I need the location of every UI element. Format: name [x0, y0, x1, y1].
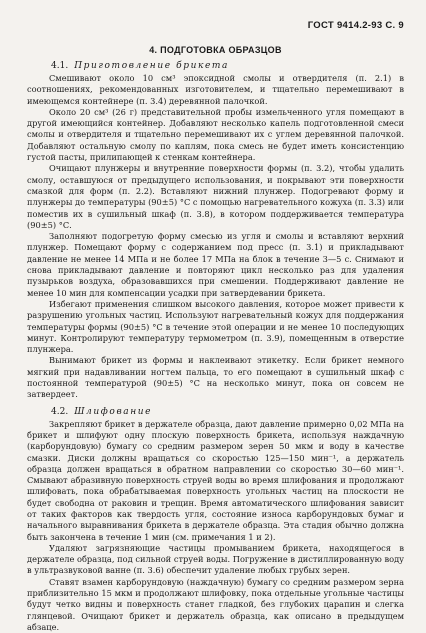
paragraph: Удаляют загрязняющие частицы промыванием брикета, находящегося в держателе образца, под сильной струей воды. Погружение в дистиллированную воду в ультразвуковой ванне (п. 3.6) обеспечит удаление любых грубых зерен. [27, 542, 404, 576]
section-title-text: ПОДГОТОВКА ОБРАЗЦОВ [160, 45, 282, 55]
paragraph: Смешивают около 10 см³ эпоксидной смолы и отвердителя (п. 2.1) в соотношениях, рекомендованных изготовителем, и тщательно перемешивают в имеющемся контейнере (п. 3.4) деревянной палочкой. [27, 73, 404, 106]
section-title [27, 45, 404, 55]
subsection-title: Шлифование [74, 406, 153, 417]
subsection-title: Приготовление брикета [74, 61, 229, 71]
paragraph: Избегают применения слишком высокого давления, которое может привести к разрушению угольных частиц. Используют нагревательный кожух для поддержания температуры формы (90±5) °С в течение этой операции и не менее 10 последующих минут. Контролируют температуру термометром (п. 3.9), помещенным в отверстие плунжера. [27, 298, 404, 355]
paragraph: Заполняют подогретую форму смесью из угля и смолы и вставляют верхний плунжер. Помещают форму с содержанием под пресс (п. 3.1) и прикладывают давление не менее 14 МПа и не более 17 МПа на блок в течение 3—5 с. Снимают и снова прикладывают давление и повторяют цикл несколько раз для удаления пузырьков воздуха, образовавшихся при смешении. Поддерживают давление не менее 10 мин для компенсации усадки при затвердевании брикета. [27, 231, 404, 298]
paragraph: Очищают плунжеры и внутренние поверхности формы (п. 3.2), чтобы удалить смолу, оставшуюся от предыдущего использования, и покрывают эти поверхности смазкой для форм (п. 2.2). Вставляют нижний плунжер. Подогревают форму и плунжеры до температуры (90±5) °С с помощью нагревательного кожуха (п. 3.3) или поместив их в сушильный шкаф (п. 3.8), в котором поддерживается температура (90±5) °С. [27, 163, 404, 230]
paragraph: Вынимают брикет из формы и наклеивают этикетку. Если брикет немного мягкий при надавливании ногтем пальца, то его помещают в сушильный шкаф с постоянной температурой (90±5) °С на несколько минут, пока он совсем не затвердеет. [27, 355, 404, 400]
paragraph: Около 20 см³ (26 г) представительной пробы измельченного угля помещают в другой имеющийся контейнер. Добавляют несколько капель подготовленной смеси смолы и отвердителя и тщательно перемешивают их с углем деревянной палочкой. Добавляют остальную смолу по каплям, пока смесь не будет иметь консистенцию густой пасты, прилипающей к стенкам контейнера. [27, 106, 404, 163]
standard-header: ГОСТ 9414.2-93 С. 9 [307, 20, 404, 31]
paragraph: Ставят взамен карборундовую (наждачную) бумагу со средним размером зерна приблизительно 15 мкм и продолжают шлифовку, пока отдельные угольные частицы будут четко видны и поверхность станет гладкой, без глубоких царапин и слегка глянцевой. Очищают брикет и держатель образца, как описано в предыдущем абзаце. [27, 576, 404, 632]
paragraph: Закрепляют брикет в держателе образца, дают давление примерно 0,02 МПа на брикет и шлифуют одну плоскую поверхность брикета, используя наждачную (карборундовую) бумагу со средним размером зерен 50 мкм и воду в качестве смазки. Диски должны вращаться со скоростью 125—150 мин⁻¹, а держатель образца должен вращаться в обратном направлении со скоростью 30—60 мин⁻¹. Смывают абразивную поверхность струей воды во время шлифования и продолжают шлифовать, пока обрабатываемая поверхность угольных частиц на плоскости не будет свободна от раковин и трещин. Время автоматического шлифования зависит от таких факторов как твердость угля, состояние износа карборундовых бумаг и начального выравнивания брикета в держателе образца. Эта стадия обычно должна быть закончена в течение 1 мин (см. примечания 1 и 2). [27, 418, 404, 542]
section-number: 4. [149, 45, 158, 55]
subsection-heading-1 [51, 61, 404, 71]
subsection-number: 4.1. [51, 61, 69, 71]
subsection-number: 4.2. [51, 406, 69, 417]
subsection-heading-2 [51, 407, 404, 417]
